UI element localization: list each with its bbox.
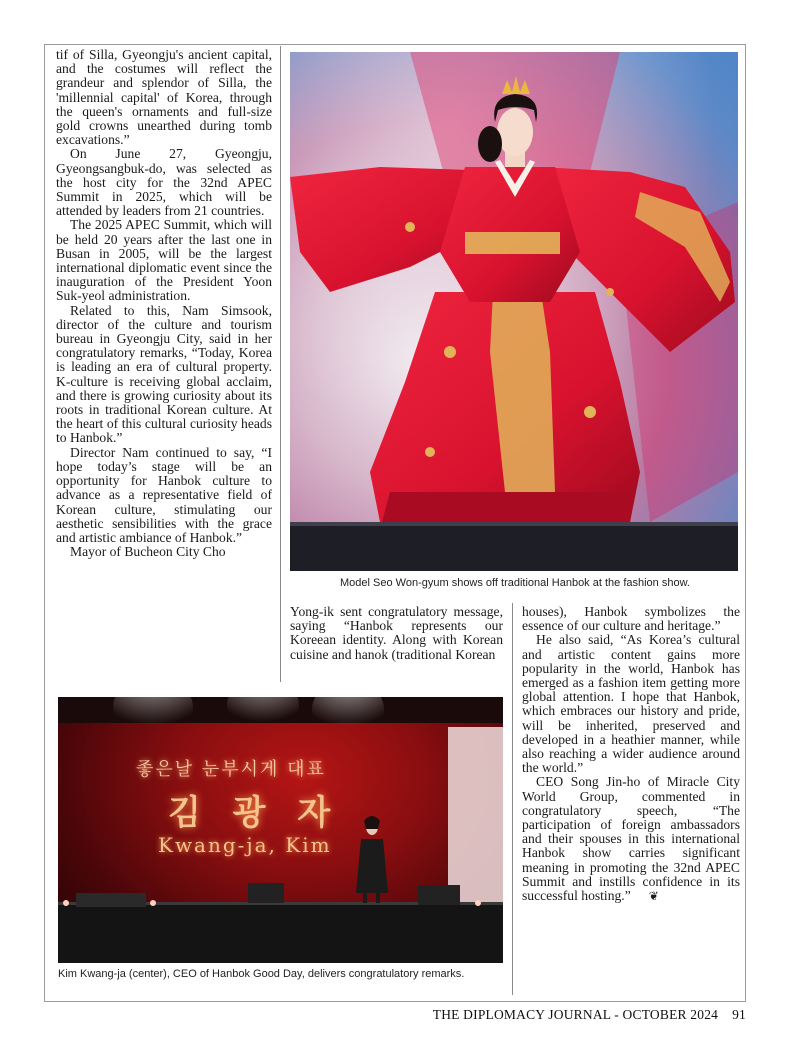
stage-banner-korean: 좋은날 눈부시게 대표 (136, 759, 326, 780)
paragraph: Related to this, Nam Simsook, director of the culture and tourism bureau in Gyeongju City, said in her congratulatory remarks, “Today, Korea is leading an era of cultural property. K-culture is receiving global acclaim, and there is growing curiosity about its roots in traditional Korean culture. At the heart of this cultural curiosity heads to Hanbok.” (56, 302, 272, 446)
column-divider (280, 46, 281, 682)
end-mark-icon: ❦ (648, 889, 659, 904)
page-footer (433, 1007, 746, 1023)
stage-name-korean: 김 광 자 (168, 793, 341, 833)
hanbok-model-illustration (290, 52, 738, 571)
paragraph-text: CEO Song Jin-ho of Miracle City World Group, commented in congratulatory speech, “The participation of foreign ambassadors and their spouses in this international Hanbok show carries significant meaning in promoting the 32nd APEC Summit and instills confidence in its successful hosting.” (522, 774, 740, 904)
paragraph: Director Nam continued to say, “I hope today’s stage will be an opportunity for Hanbok culture to advance as a representative field of Korean culture, stimulating our aesthetic sensibilities with the grace and artistic ambiance of Hanbok.” (56, 444, 272, 545)
paragraph (522, 775, 740, 903)
publication-name: THE DIPLOMACY JOURNAL - OCTOBER 2024 (432, 1007, 719, 1022)
photo-caption: Kim Kwang-ja (center), CEO of Hanbok Good Day, delivers congratulatory remarks. (58, 968, 465, 980)
paragraph: Mayor of Bucheon City Cho (70, 544, 226, 560)
photo-caption: Model Seo Won-gyum shows off traditional Hanbok at the fashion show. (340, 577, 690, 589)
paragraph: The 2025 APEC Summit, which will be held 20 years after the last one in Busan in 2005, will be the largest international diplomatic event since the inauguration of the President Yoon Suk-yeol administration. (56, 217, 272, 304)
article-column-3 (522, 605, 740, 903)
paragraph: houses), Hanbok symbolizes the essence of our culture and heritage.” (522, 604, 740, 634)
stage-name-english: Kwang-ja, Kim (158, 833, 332, 857)
paragraph: Yong-ik sent congratulatory message, saying “Hanbok represents our Koreean identity. Along with Korean cuisine and hanok (traditional Korean (290, 604, 503, 662)
paragraph: He also said, “As Korea’s cultural and artistic content gains more popularity in the world, Hanbok has emerged as a fashion item getting more global attention. I hope that Hanbok, which embraces our history and pride, will be inherited, preserved and developed in a heathier manner, while also reaching a wider audience around the world.” (522, 632, 740, 776)
paragraph: tif of Silla, Gyeongju's ancient capital, and the costumes will reflect the grandeur and splendor of Silla, the 'millennial capital' of Korea, through the queen's ornaments and full-size gold crowns unearthed during tomb excavations.” (56, 47, 272, 148)
hanbok-model-photo (290, 52, 738, 571)
article-column-1 (56, 48, 272, 559)
stage-speaker-photo (58, 697, 503, 963)
column-divider (512, 603, 513, 995)
page-number: 91 (732, 1007, 746, 1022)
article-column-2 (290, 605, 503, 662)
paragraph: On June 27, Gyeongju, Gyeongsangbuk-do, was selected as the host city for the 32nd APEC Summit in 2025, which will be attended by leaders from 21 countries. (56, 146, 272, 219)
